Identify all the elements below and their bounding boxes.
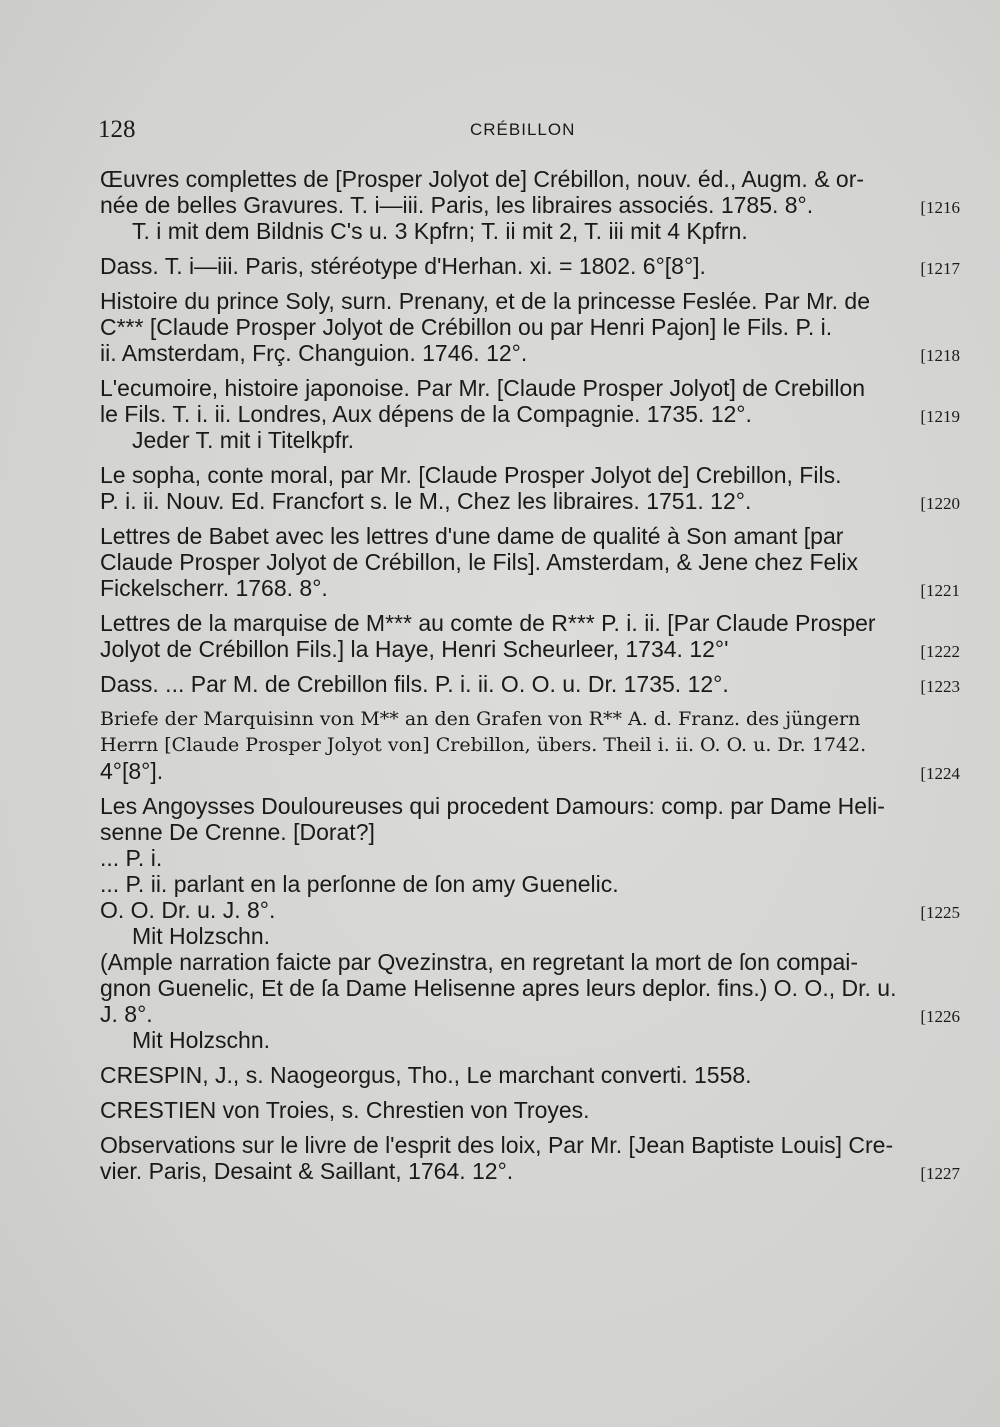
entry-line: Lettres de Babet avec les lettres d'une dame de qualité à Son amant [par (100, 523, 844, 549)
entry-number: [1222 (920, 642, 960, 661)
catalog-entry-1225 (100, 793, 960, 1053)
entry-line: Les Angoysses Douloureuses qui procedent Damours: comp. par Dame Heli- (100, 793, 885, 819)
entry-line: née de belles Gravures. T. i—iii. Paris, les libraires associés. 1785. 8°. (100, 192, 814, 218)
entry-line: ... P. ii. parlant en la perſonne de ſon amy Guenelic. (100, 871, 619, 897)
entry-line: Jolyot de Crébillon Fils.] la Haye, Henri Scheurleer, 1734. 12°' (100, 636, 729, 662)
catalog-entry-1219 (100, 375, 960, 453)
entry-line: J. 8°. (100, 1001, 153, 1027)
entry-line: ii. Amsterdam, Frç. Changuion. 1746. 12°. (100, 340, 528, 366)
entry-number: [1218 (920, 346, 960, 365)
catalog-entry-1218 (100, 288, 960, 366)
entry-number: [1225 (920, 903, 960, 922)
catalog-entry-1217 (100, 253, 960, 279)
entry-note: T. i mit dem Bildnis C's u. 3 Kpfrn; T. ii mit 2, T. iii mit 4 Kpfrn. (132, 218, 748, 244)
entry-line: L'ecumoire, histoire japonoise. Par Mr. [Claude Prosper Jolyot] de Crebillon (100, 375, 866, 401)
entry-number: [1224 (920, 764, 960, 783)
page-number: 128 (98, 116, 136, 143)
entry-number: [1216 (920, 198, 960, 217)
catalog-entry-1222 (100, 610, 960, 662)
entry-number: [1221 (920, 581, 960, 600)
entry-line: Œuvres complettes de [Prosper Jolyot de] Crébillon, nouv. éd., Augm. & or- (100, 166, 865, 192)
entry-line: gnon Guenelic, Et de ſa Dame Helisenne apres leurs deplor. fins.) O. O., Dr. u. (100, 975, 897, 1001)
entry-line: Observations sur le livre de l'esprit des loix, Par Mr. [Jean Baptiste Louis] Cre- (100, 1132, 894, 1158)
entry-note: Mit Holzschn. (132, 1027, 271, 1053)
entry-line: (Ample narration faicte par Qvezinstra, en regretant la mort de ſon compai- (100, 949, 859, 975)
entry-line: Histoire du prince Soly, surn. Prenany, et de la princesse Feslée. Par Mr. de (100, 288, 871, 314)
entry-number: [1219 (920, 407, 960, 426)
catalog-entry-1216 (100, 166, 960, 244)
page-header (98, 116, 958, 146)
catalog-entry-1221 (100, 523, 960, 601)
entry-number: [1217 (920, 259, 960, 278)
catalog-entry-1227 (100, 1132, 960, 1184)
entry-number: [1223 (920, 677, 960, 696)
cross-reference-crespin (100, 1062, 960, 1088)
catalog-entry-1224 (100, 706, 960, 784)
entry-line: Dass. T. i—iii. Paris, stéréotype d'Herhan. xi. = 1802. 6°[8°]. (100, 253, 706, 279)
entry-line: ... P. i. (100, 845, 163, 871)
entry-line: 4°[8°]. (100, 758, 164, 784)
running-head: CRÉBILLON (470, 120, 576, 139)
entry-line: C*** [Claude Prosper Jolyot de Crébillon ou par Henri Pajon] le Fils. P. i. (100, 314, 833, 340)
entry-note: Jeder T. mit i Titelkpfr. (132, 427, 354, 453)
entry-line: O. O. Dr. u. J. 8°. (100, 897, 276, 923)
catalog-entry-1223 (100, 671, 960, 697)
entry-line: le Fils. T. i. ii. Londres, Aux dépens de la Compagnie. 1735. 12°. (100, 401, 752, 427)
entry-line: Claude Prosper Jolyot de Crébillon, le Fils]. Amsterdam, & Jene chez Felix (100, 549, 859, 575)
entry-line: CRESPIN, J., s. Naogeorgus, Tho., Le marchant converti. 1558. (100, 1062, 752, 1088)
catalog-entries (100, 166, 960, 1193)
entry-number: [1227 (920, 1164, 960, 1183)
entry-line: Dass. ... Par M. de Crebillon fils. P. i. ii. O. O. u. Dr. 1735. 12°. (100, 671, 729, 697)
catalog-entry-1220 (100, 462, 960, 514)
entry-number: [1220 (920, 494, 960, 513)
entry-note: Mit Holzschn. (132, 923, 271, 949)
entry-number: [1226 (920, 1007, 960, 1026)
entry-line: Le sopha, conte moral, par Mr. [Claude Prosper Jolyot de] Crebillon, Fils. (100, 462, 842, 488)
entry-line: Lettres de la marquise de M*** au comte de R*** P. i. ii. [Par Claude Prosper (100, 610, 876, 636)
entry-line: Briefe der Marquisinn von M** an den Grafen von R** A. d. Franz. des jüngern (100, 708, 861, 730)
entry-line: vier. Paris, Desaint & Saillant, 1764. 12°. (100, 1158, 514, 1184)
entry-line: Fickelscherr. 1768. 8°. (100, 575, 328, 601)
cross-reference-crestien (100, 1097, 960, 1123)
entry-line: senne De Crenne. [Dorat?] (100, 819, 375, 845)
entry-line: CRESTIEN von Troies, s. Chrestien von Troyes. (100, 1097, 590, 1123)
entry-line: P. i. ii. Nouv. Ed. Francfort s. le M., Chez les libraires. 1751. 12°. (100, 488, 752, 514)
entry-line: Herrn [Claude Prosper Jolyot von] Crebillon, übers. Theil i. ii. O. O. u. Dr. 1742. (100, 734, 867, 756)
